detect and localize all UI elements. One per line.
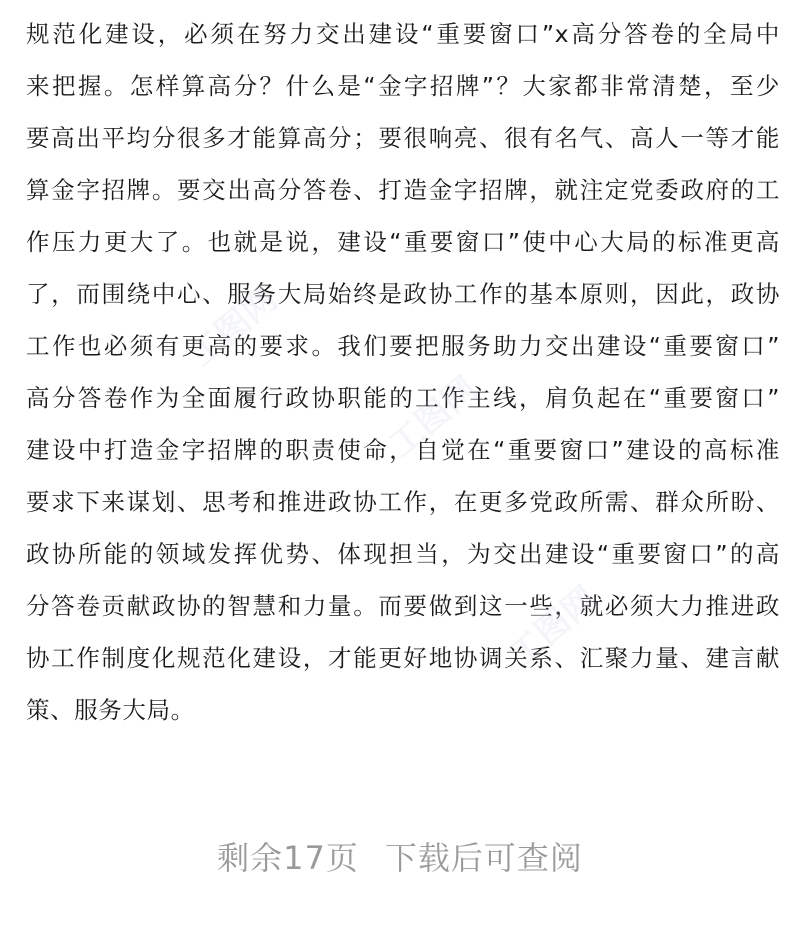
- watermark: 工图网: [501, 579, 606, 676]
- text-line: 来把握。怎样算高分？什么是“金字招牌”？大家都非常清楚，至少: [26, 72, 780, 100]
- watermark: 工图网: [181, 279, 286, 376]
- text-line: 算金字招牌。要交出高分答卷、打造金字招牌，就注定党委政府的工: [26, 176, 780, 204]
- text-line: 高分答卷作为全面履行政协职能的工作主线，肩负起在“重要窗口”: [26, 384, 780, 412]
- text-line: 要高出平均分很多才能算高分；要很响亮、很有名气、高人一等才能: [26, 124, 780, 152]
- document-body: [26, 8, 780, 736]
- text-line-last: 策、服务大局。: [26, 696, 195, 724]
- download-prompt[interactable]: [0, 828, 800, 888]
- text-line: 建设中打造金字招牌的职责使命，自觉在“重要窗口”建设的高标准: [26, 436, 780, 464]
- text-line: 工作也必须有更高的要求。我们要把服务助力交出建设“重要窗口”: [26, 332, 780, 360]
- watermark: 工图网: [381, 369, 486, 466]
- download-to-view-label: 下载后可查阅: [384, 839, 583, 877]
- text-line: 协工作制度化规范化建设，才能更好地协调关系、汇聚力量、建言献: [26, 644, 780, 672]
- remaining-pages-label: 剩余17页: [217, 839, 359, 877]
- text-line: 作压力更大了。也就是说，建设“重要窗口”使中心大局的标准更高: [26, 228, 780, 256]
- text-line: 政协所能的领域发挥优势、体现担当，为交出建设“重要窗口”的高: [26, 540, 780, 568]
- text-line: 规范化建设，必须在努力交出建设“重要窗口”x高分答卷的全局中: [26, 20, 780, 48]
- text-line: 分答卷贡献政协的智慧和力量。而要做到这一些，就必须大力推进政: [26, 592, 780, 620]
- text-line: 了，而围绕中心、服务大局始终是政协工作的基本原则，因此，政协: [26, 280, 780, 308]
- text-line: 要求下来谋划、思考和推进政协工作，在更多党政所需、群众所盼、: [26, 488, 780, 516]
